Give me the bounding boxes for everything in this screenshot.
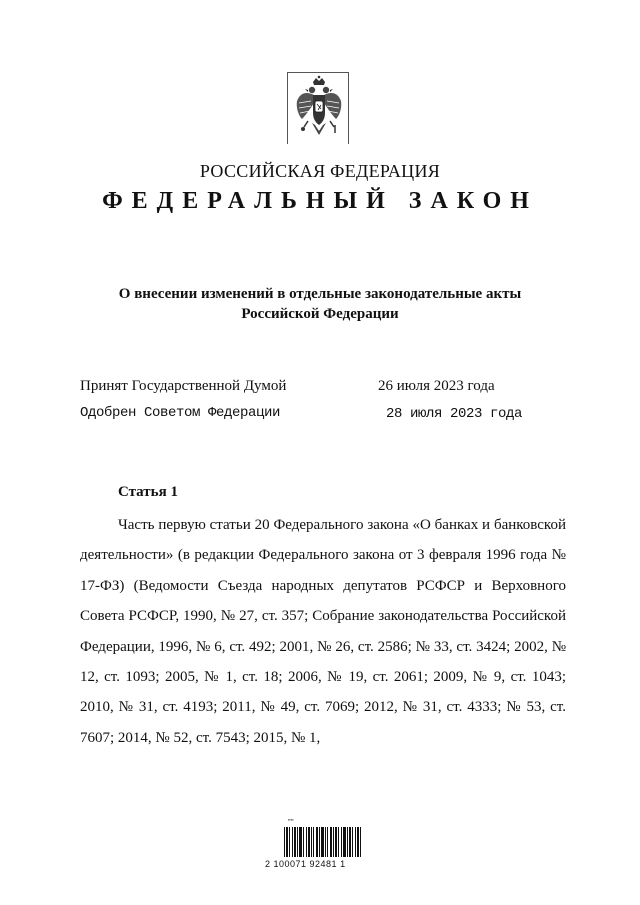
document-type: ФЕДЕРАЛЬНЫЙ ЗАКОН — [102, 188, 538, 214]
law-title-line-2: Российской Федерации — [241, 306, 399, 322]
law-title — [80, 284, 560, 324]
article-heading: Статья 1 — [118, 484, 178, 500]
adopted-by-duma-date: 26 июля 2023 года — [378, 378, 495, 394]
country-name: РОССИЙСКАЯ ФЕДЕРАЦИЯ — [199, 161, 441, 181]
barcode-caption: ▪▪▪▪ — [288, 817, 294, 822]
barcode-number: 2 100071 92481 1 — [265, 859, 346, 869]
law-title-line-1: О внесении изменений в отдельные законодательные акты — [118, 286, 522, 302]
state-emblem — [287, 72, 349, 144]
barcode-icon — [283, 825, 363, 859]
coat-of-arms-icon — [288, 73, 350, 145]
approved-by-council-label: Одобрен Советом Федерации — [80, 405, 281, 421]
article-body: Часть первую статьи 20 Федерального закона «О банках и банковской деятельности» (в редакции Федерального закона от 3 февраля 1996 года № 17-ФЗ) (Ведомости Съезда народных депутатов РСФСР и Верховного Совета РСФСР, 1990, № 27, ст. 357; Собрание законодательства Российской Федерации, 1996, № 6, ст. 492; 2001, № 26, ст. 2586; № 33, ст. 3424; 2002, № 12, ст. 1093; 2005, № 1, ст. 18; 2006, № 19, ст. 2061; 2009, № 9, ст. 1043; 2010, № 31, ст. 4193; 2011, № 49, ст. 7069; 2012, № 31, ст. 4333; № 53, ст. 7607; 2014, № 52, ст. 7543; 2015, № 1, — [80, 517, 566, 746]
approved-by-council-date: 28 июля 2023 года — [386, 406, 523, 422]
adopted-by-duma-label: Принят Государственной Думой — [80, 378, 287, 394]
